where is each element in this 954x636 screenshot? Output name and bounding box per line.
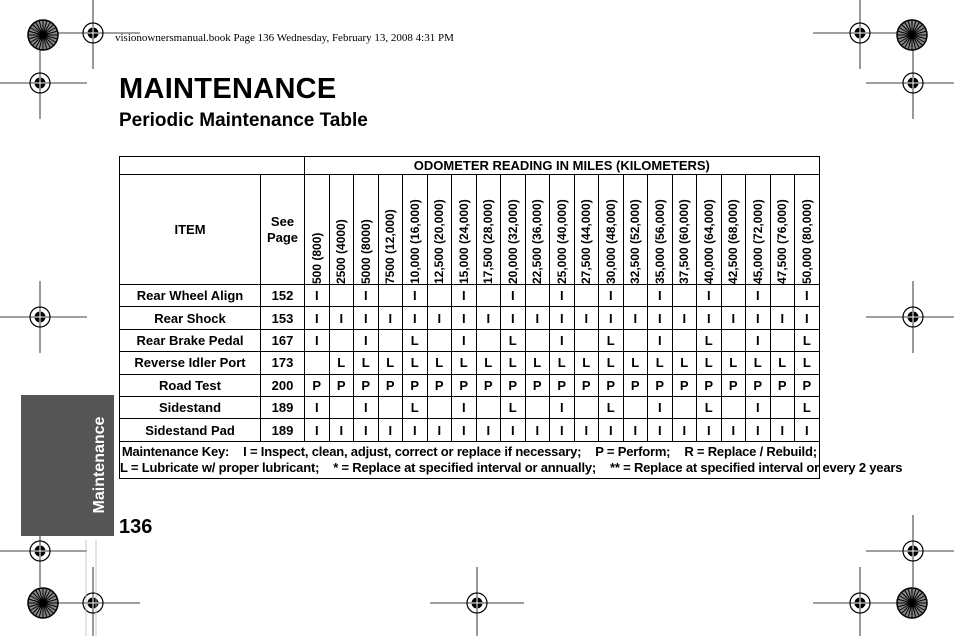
interval-header-cell xyxy=(354,175,379,285)
service-mark: I xyxy=(795,307,820,329)
service-mark: L xyxy=(795,396,820,418)
star-target-center xyxy=(909,600,915,606)
service-mark: I xyxy=(746,307,771,329)
interval-header-cell xyxy=(501,175,526,285)
interval-label: 15,000 (24,000) xyxy=(456,199,471,284)
service-mark: L xyxy=(452,352,477,374)
service-mark: I xyxy=(746,285,771,307)
interval-header-cell xyxy=(599,175,624,285)
service-mark: P xyxy=(403,374,428,396)
service-mark: L xyxy=(550,352,575,374)
service-mark xyxy=(329,285,354,307)
service-mark: P xyxy=(354,374,379,396)
service-mark: L xyxy=(501,396,526,418)
interval-header-cell xyxy=(672,175,697,285)
service-mark: I xyxy=(648,419,673,441)
service-mark: I xyxy=(623,307,648,329)
service-mark: I xyxy=(623,419,648,441)
service-mark: L xyxy=(574,352,599,374)
service-mark: I xyxy=(550,307,575,329)
service-mark: L xyxy=(329,352,354,374)
service-mark: I xyxy=(648,396,673,418)
interval-label: 7500 (12,000) xyxy=(383,209,398,284)
service-mark: P xyxy=(746,374,771,396)
service-mark xyxy=(623,396,648,418)
service-mark: I xyxy=(378,307,403,329)
service-mark xyxy=(770,329,795,351)
service-mark: I xyxy=(403,285,428,307)
service-mark: I xyxy=(452,419,477,441)
service-mark: L xyxy=(599,396,624,418)
item-see-page: 152 xyxy=(261,285,305,307)
service-mark xyxy=(427,285,452,307)
service-mark: I xyxy=(354,307,379,329)
item-name: Rear Shock xyxy=(120,307,261,329)
see-page-header-line-2: Page xyxy=(266,229,299,245)
service-mark xyxy=(476,285,501,307)
service-mark: P xyxy=(427,374,452,396)
service-mark xyxy=(770,396,795,418)
key-code-annual: * xyxy=(333,459,339,475)
service-mark: I xyxy=(746,329,771,351)
interval-label: 45,000 (72,000) xyxy=(750,199,765,284)
service-mark: I xyxy=(746,419,771,441)
interval-header-cell xyxy=(770,175,795,285)
service-mark: P xyxy=(574,374,599,396)
service-mark: L xyxy=(599,329,624,351)
interval-label: 22,500 (36,000) xyxy=(530,199,545,284)
interval-label: 25,000 (40,000) xyxy=(554,199,569,284)
service-mark: I xyxy=(354,285,379,307)
service-mark: I xyxy=(721,419,746,441)
interval-header-cell xyxy=(476,175,501,285)
service-mark: I xyxy=(550,419,575,441)
interval-header-cell xyxy=(403,175,428,285)
key-text-inspect: = Inspect, clean, adjust, correct or replace if necessary; xyxy=(246,444,582,460)
interval-header-cell xyxy=(795,175,820,285)
service-mark: P xyxy=(452,374,477,396)
service-mark xyxy=(329,396,354,418)
service-mark: I xyxy=(721,307,746,329)
service-mark xyxy=(623,285,648,307)
interval-header-row xyxy=(120,175,820,285)
service-mark xyxy=(721,396,746,418)
service-mark: L xyxy=(501,329,526,351)
service-mark: I xyxy=(697,285,722,307)
interval-header-cell xyxy=(305,175,330,285)
service-mark: L xyxy=(697,352,722,374)
service-mark: I xyxy=(672,307,697,329)
service-mark xyxy=(574,396,599,418)
service-mark: I xyxy=(427,419,452,441)
interval-header-cell xyxy=(550,175,575,285)
item-name: Sidestand Pad xyxy=(120,419,261,441)
service-mark: I xyxy=(354,419,379,441)
service-mark: I xyxy=(525,307,550,329)
service-mark xyxy=(770,285,795,307)
interval-header-cell xyxy=(721,175,746,285)
service-mark: L xyxy=(721,352,746,374)
interval-label: 35,000 (56,000) xyxy=(652,199,667,284)
service-mark: P xyxy=(329,374,354,396)
service-mark xyxy=(476,329,501,351)
interval-label: 10,000 (16,000) xyxy=(407,199,422,284)
service-mark: I xyxy=(476,307,501,329)
service-mark: I xyxy=(550,396,575,418)
service-mark: I xyxy=(452,396,477,418)
service-mark: I xyxy=(452,307,477,329)
service-mark xyxy=(623,329,648,351)
service-mark: P xyxy=(648,374,673,396)
interval-header-cell xyxy=(623,175,648,285)
service-mark xyxy=(378,285,403,307)
key-label: Maintenance Key: xyxy=(121,444,230,460)
service-mark xyxy=(721,329,746,351)
service-mark: I xyxy=(574,307,599,329)
table-row xyxy=(120,329,820,351)
interval-label: 40,000 (64,000) xyxy=(701,199,716,284)
service-mark: I xyxy=(329,307,354,329)
service-mark: P xyxy=(476,374,501,396)
star-target-center xyxy=(909,32,915,38)
service-mark xyxy=(525,396,550,418)
service-mark: I xyxy=(574,419,599,441)
service-mark: P xyxy=(525,374,550,396)
service-mark: I xyxy=(746,396,771,418)
interval-label: 50,000 (80,000) xyxy=(799,199,814,284)
service-mark: I xyxy=(427,307,452,329)
section-side-tab-label: Maintenance xyxy=(91,416,108,514)
service-mark: L xyxy=(525,352,550,374)
service-mark: P xyxy=(672,374,697,396)
odometer-header: ODOMETER READING IN MILES (KILOMETERS) xyxy=(305,157,820,175)
key-text-replace: = Replace / Rebuild; xyxy=(693,444,817,460)
service-mark: L xyxy=(795,352,820,374)
interval-label: 27,500 (44,000) xyxy=(579,199,594,284)
interval-label: 20,000 (32,000) xyxy=(505,199,520,284)
service-mark: P xyxy=(305,374,330,396)
item-name: Sidestand xyxy=(120,396,261,418)
service-mark xyxy=(672,285,697,307)
item-header: ITEM xyxy=(120,175,261,285)
service-mark: L xyxy=(599,352,624,374)
service-mark xyxy=(525,329,550,351)
service-mark: P xyxy=(378,374,403,396)
item-name: Rear Brake Pedal xyxy=(120,329,261,351)
table-row xyxy=(120,374,820,396)
service-mark xyxy=(378,329,403,351)
table-header-row xyxy=(120,157,820,175)
service-mark: I xyxy=(476,419,501,441)
service-mark: I xyxy=(305,419,330,441)
service-mark: I xyxy=(770,419,795,441)
table-corner-cell xyxy=(120,157,305,175)
service-mark xyxy=(329,329,354,351)
item-see-page: 173 xyxy=(261,352,305,374)
service-mark: I xyxy=(648,307,673,329)
service-mark: I xyxy=(305,307,330,329)
interval-header-cell xyxy=(427,175,452,285)
item-see-page: 189 xyxy=(261,419,305,441)
service-mark: I xyxy=(697,419,722,441)
service-mark: I xyxy=(452,329,477,351)
service-mark: L xyxy=(403,396,428,418)
table-row xyxy=(120,307,820,329)
table-row xyxy=(120,352,820,374)
item-name: Road Test xyxy=(120,374,261,396)
service-mark: I xyxy=(550,329,575,351)
key-code-biennial: ** xyxy=(610,459,620,475)
key-text-perform: = Perform; xyxy=(603,444,671,460)
service-mark: L xyxy=(354,352,379,374)
service-mark xyxy=(574,285,599,307)
service-mark: P xyxy=(623,374,648,396)
service-mark: I xyxy=(599,307,624,329)
see-page-header xyxy=(261,175,305,285)
interval-label: 37,500 (60,000) xyxy=(677,199,692,284)
interval-label: 32,500 (52,000) xyxy=(628,199,643,284)
service-mark xyxy=(672,396,697,418)
key-text-annual: = Replace at specified interval or annually; xyxy=(338,459,597,475)
service-mark: I xyxy=(770,307,795,329)
interval-header-cell xyxy=(329,175,354,285)
service-mark: P xyxy=(697,374,722,396)
interval-label: 42,500 (68,000) xyxy=(726,199,741,284)
interval-header-cell xyxy=(452,175,477,285)
key-text-lubricate: = Lubricate w/ proper lubricant; xyxy=(127,459,320,475)
service-mark xyxy=(721,285,746,307)
service-mark: P xyxy=(795,374,820,396)
key-code-lubricate: L xyxy=(120,459,128,475)
item-name: Reverse Idler Port xyxy=(120,352,261,374)
maintenance-table xyxy=(119,156,903,479)
service-mark: I xyxy=(795,419,820,441)
service-mark: I xyxy=(501,307,526,329)
maintenance-key-row xyxy=(120,441,820,478)
service-mark: P xyxy=(721,374,746,396)
service-mark: I xyxy=(501,285,526,307)
interval-label: 2500 (4000) xyxy=(334,219,349,284)
interval-header-cell xyxy=(525,175,550,285)
item-see-page: 167 xyxy=(261,329,305,351)
service-mark: I xyxy=(648,285,673,307)
table-row xyxy=(120,396,820,418)
service-mark: L xyxy=(648,352,673,374)
service-mark xyxy=(672,329,697,351)
service-mark: L xyxy=(403,352,428,374)
service-mark xyxy=(525,285,550,307)
service-mark: I xyxy=(525,419,550,441)
page-subtitle: Periodic Maintenance Table xyxy=(119,110,368,131)
service-mark: P xyxy=(599,374,624,396)
print-header-line: visionownersmanual.book Page 136 Wednesday, February 13, 2008 4:31 PM xyxy=(115,32,454,44)
service-mark: L xyxy=(623,352,648,374)
service-mark: I xyxy=(697,307,722,329)
service-mark: I xyxy=(452,285,477,307)
service-mark: I xyxy=(672,419,697,441)
service-mark: I xyxy=(599,419,624,441)
page-number: 136 xyxy=(119,516,153,538)
key-text-biennial: = Replace at specified interval or every 2 years xyxy=(619,459,903,475)
service-mark: P xyxy=(770,374,795,396)
interval-label: 30,000 (48,000) xyxy=(603,199,618,284)
interval-label: 12,500 (20,000) xyxy=(432,199,447,284)
table-row xyxy=(120,285,820,307)
interval-label: 5000 (8000) xyxy=(358,219,373,284)
key-code-replace: R xyxy=(684,444,694,460)
interval-label: 17,500 (28,000) xyxy=(481,199,496,284)
interval-header-cell xyxy=(697,175,722,285)
service-mark: P xyxy=(550,374,575,396)
service-mark: I xyxy=(305,396,330,418)
item-see-page: 153 xyxy=(261,307,305,329)
service-mark: L xyxy=(427,352,452,374)
interval-header-cell xyxy=(574,175,599,285)
item-see-page: 200 xyxy=(261,374,305,396)
item-see-page: 189 xyxy=(261,396,305,418)
interval-label: 500 (800) xyxy=(309,232,324,284)
service-mark: L xyxy=(746,352,771,374)
service-mark xyxy=(476,396,501,418)
interval-header-cell xyxy=(378,175,403,285)
maintenance-key xyxy=(120,441,903,478)
service-mark: I xyxy=(354,329,379,351)
key-code-inspect: I xyxy=(243,444,247,460)
service-mark: I xyxy=(378,419,403,441)
service-mark: L xyxy=(403,329,428,351)
service-mark: I xyxy=(599,285,624,307)
service-mark: I xyxy=(550,285,575,307)
interval-label: 47,500 (76,000) xyxy=(775,199,790,284)
service-mark: L xyxy=(378,352,403,374)
interval-header-cell xyxy=(746,175,771,285)
interval-header-cell xyxy=(648,175,673,285)
see-page-header-line-1: See xyxy=(270,213,295,229)
service-mark: L xyxy=(770,352,795,374)
service-mark: I xyxy=(403,419,428,441)
star-target-center xyxy=(40,600,46,606)
service-mark xyxy=(574,329,599,351)
service-mark xyxy=(305,352,330,374)
service-mark xyxy=(378,396,403,418)
service-mark: I xyxy=(501,419,526,441)
service-mark: I xyxy=(795,285,820,307)
service-mark: L xyxy=(795,329,820,351)
star-target-center xyxy=(40,32,46,38)
service-mark: L xyxy=(501,352,526,374)
item-name: Rear Wheel Align xyxy=(120,285,261,307)
service-mark: I xyxy=(648,329,673,351)
service-mark: I xyxy=(354,396,379,418)
service-mark xyxy=(427,396,452,418)
service-mark: I xyxy=(305,329,330,351)
service-mark xyxy=(427,329,452,351)
table-row xyxy=(120,419,820,441)
service-mark: I xyxy=(403,307,428,329)
page-title: MAINTENANCE xyxy=(119,73,337,105)
service-mark: L xyxy=(697,396,722,418)
service-mark: L xyxy=(697,329,722,351)
key-code-perform: P xyxy=(595,444,604,460)
service-mark: L xyxy=(476,352,501,374)
service-mark: P xyxy=(501,374,526,396)
service-mark: L xyxy=(672,352,697,374)
service-mark: I xyxy=(305,285,330,307)
service-mark: I xyxy=(329,419,354,441)
